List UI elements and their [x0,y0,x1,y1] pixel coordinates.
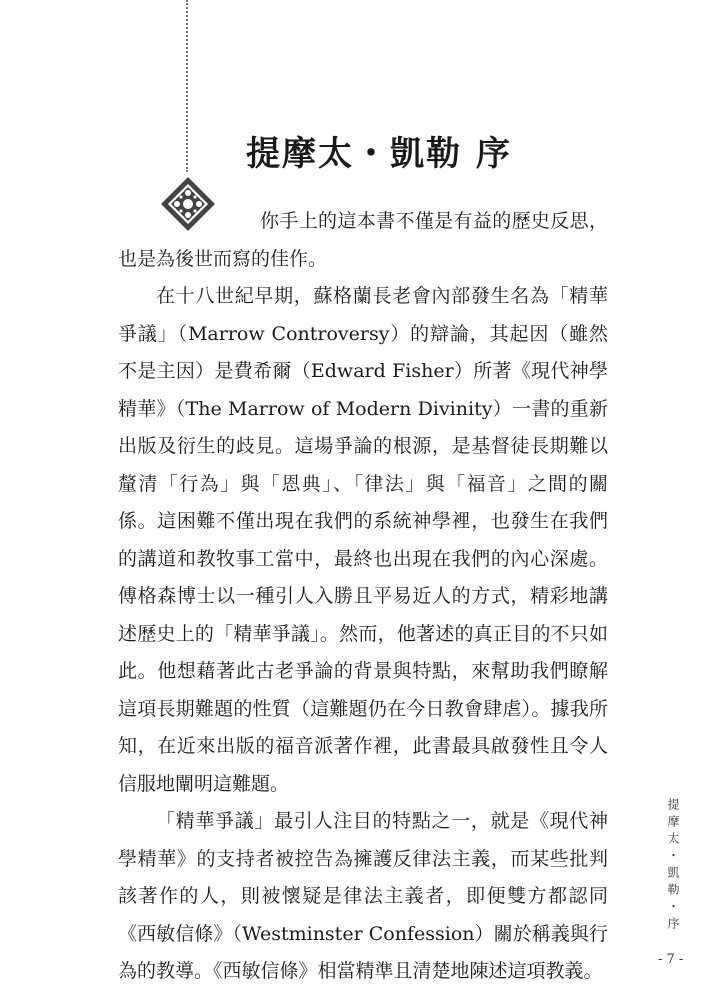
running-header: 提摩太・凱勒・序 [666,798,680,934]
page-title: 提摩太・凱勒 序 [246,134,512,174]
paragraph-3: 「精華爭議」最引人注目的特點之一，就是《現代神學精華》的支持者被控告為擁護反律法主義，而某些批判該著作的人，則被懷疑是律法主義者，即便雙方都認同《西敏信條》（Westminster Confession）關於稱義與行為的教導。《西敏信條》相當精準且清楚地陳述這項教義。 [118,810,608,982]
paragraph-2: 在十八世紀早期，蘇格蘭長老會內部發生名為「精華爭議」（Marrow Controversy）的辯論，其起因（雖然不是主因）是費希爾（Edward Fisher）所著《現代神學精華》（The Marrow of Modern Divinity）一書的重新出版及衍生的歧見。這場爭論的根源，是基督徒長期難以釐清「行為」與「恩典」、「律法」與「福音」之間的關係。這困難不僅出現在我們的系統神學裡，也發生在我們的講道和教牧事工當中，最終也出現在我們的內心深處。傅格森博士以一種引人入勝且平易近人的方式，精彩地講述歷史上的「精華爭議」。然而，他著述的真正目的不只如此。他想藉著此古老爭論的背景與特點，來幫助我們瞭解這項長期難題的性質（這難題仍在今日教會肆虐）。據我所知，在近來出版的福音派著作裡，此書最具啟發性且令人信服地闡明這難題。 [118,285,608,795]
dotted-line-decoration [186,0,188,172]
page-number: - 7 - [658,952,684,967]
body-text [118,203,608,991]
paragraph-1: 你手上的這本書不僅是有益的歷史反思，也是為後世而寫的佳作。 [118,210,608,270]
